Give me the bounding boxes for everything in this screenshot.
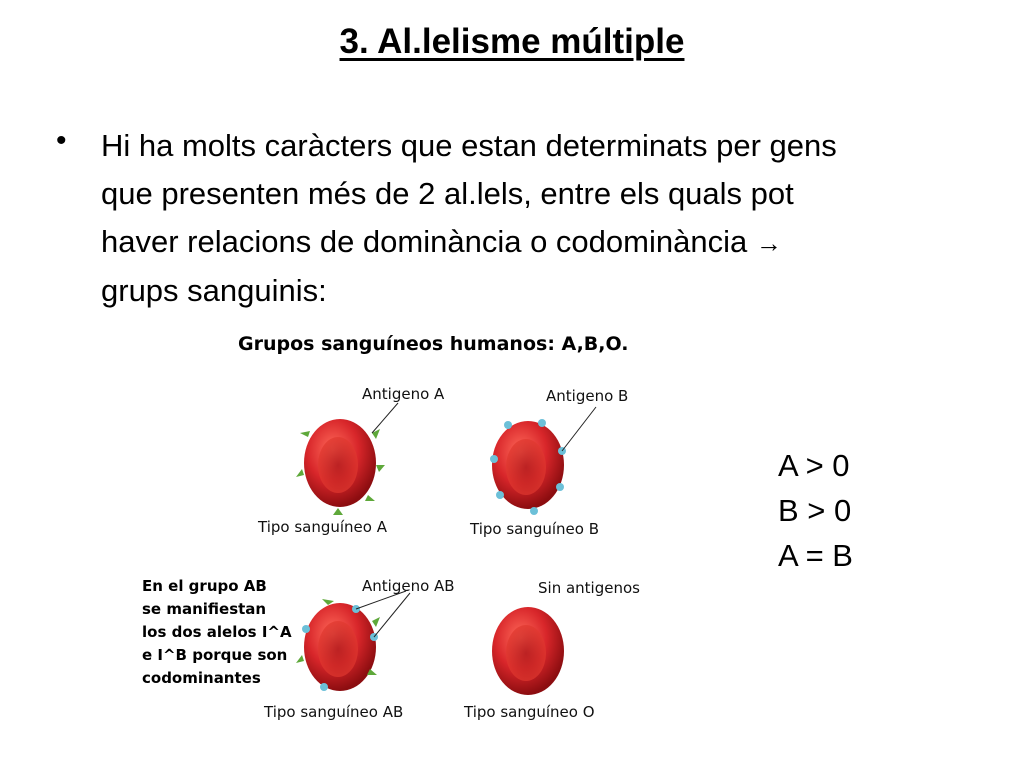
relation-b-over-o: B > 0 (778, 493, 852, 528)
red-cell-type-a (296, 403, 398, 515)
note-line: se manifiestan (142, 600, 267, 618)
type-ab-label: Tipo sanguíneo AB (264, 703, 404, 721)
right-arrow-icon: → (755, 228, 782, 258)
slide-title: 3. Al.lelisme múltiple (339, 22, 685, 61)
dominance-relations (778, 443, 853, 578)
bullet-line-3-text: haver relacions de dominància o codominància (101, 224, 748, 259)
no-antigen-label: Sin antigenos (538, 579, 640, 597)
codominance-note (142, 575, 302, 690)
blood-groups-figure (128, 325, 688, 730)
relation-a-equals-b: A = B (778, 538, 853, 573)
antigen-a-label: Antigeno A (362, 385, 445, 403)
bullet-line-4: grups sanguinis: (101, 273, 327, 308)
bullet-text (101, 122, 976, 315)
bullet-line-1: Hi ha molts caràcters que estan determinats per gens (101, 128, 837, 163)
type-o-label: Tipo sanguíneo O (464, 703, 595, 721)
antigen-b-label: Antigeno B (546, 387, 629, 405)
red-cell-type-o (492, 607, 564, 695)
bullet-paragraph (56, 122, 976, 315)
bullet-line-2: que presenten més de 2 al.lels, entre els quals pot (101, 176, 794, 211)
red-cell-type-ab (296, 591, 410, 691)
antigen-ab-label: Antigeno AB (362, 577, 455, 595)
note-line: codominantes (142, 669, 261, 687)
bullet-line-3 (101, 218, 976, 267)
type-b-label: Tipo sanguíneo B (470, 520, 600, 538)
type-a-label: Tipo sanguíneo A (258, 518, 387, 536)
red-cell-type-b (490, 407, 596, 515)
note-line: e I^B porque son (142, 646, 288, 664)
bullet-dot-icon: • (56, 124, 67, 157)
figure-title: Grupos sanguíneos humanos: A,B,O. (238, 333, 629, 355)
note-line: En el grupo AB (142, 577, 267, 595)
note-line: los dos alelos I^A (142, 623, 292, 641)
relation-a-over-o: A > 0 (778, 448, 850, 483)
